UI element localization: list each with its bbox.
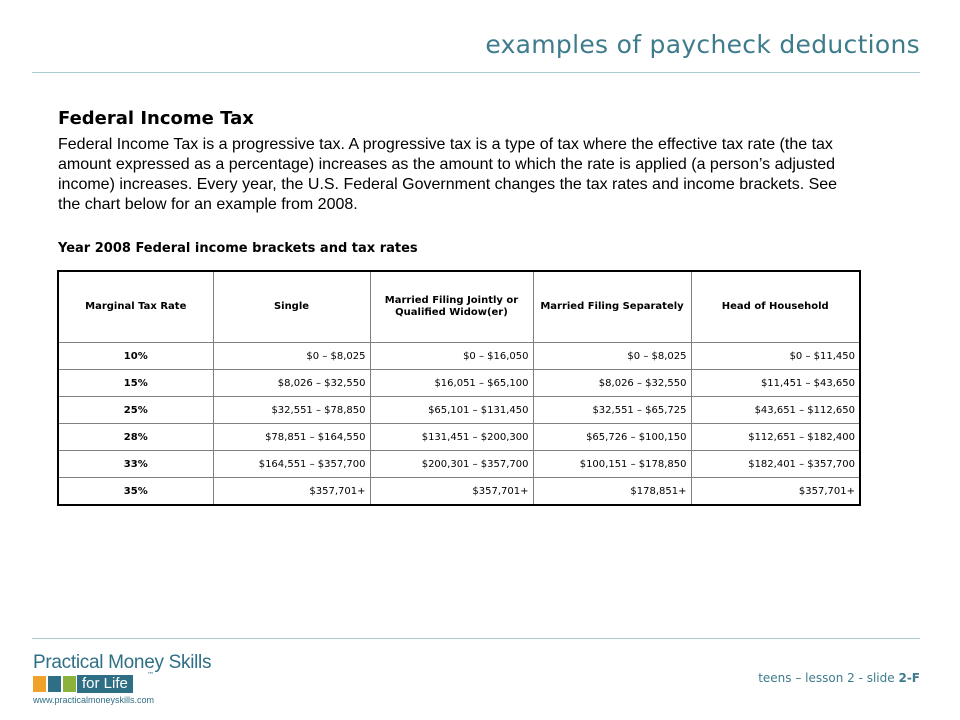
table-row bbox=[58, 397, 860, 424]
bracket-cell: $178,851+ bbox=[533, 478, 691, 506]
table-caption: Year 2008 Federal income brackets and tax rates bbox=[58, 241, 418, 256]
table-row bbox=[58, 451, 860, 478]
tax-rate-cell: 28% bbox=[58, 424, 213, 451]
logo-square bbox=[48, 676, 61, 692]
table-row bbox=[58, 424, 860, 451]
slide-title: examples of paycheck deductions bbox=[485, 30, 920, 59]
bracket-cell: $8,026 – $32,550 bbox=[213, 370, 370, 397]
bracket-cell: $112,651 – $182,400 bbox=[691, 424, 860, 451]
bracket-cell: $357,701+ bbox=[691, 478, 860, 506]
logo-square bbox=[63, 676, 76, 692]
tax-rate-cell: 15% bbox=[58, 370, 213, 397]
tax-rate-cell: 10% bbox=[58, 343, 213, 370]
bracket-cell: $43,651 – $112,650 bbox=[691, 397, 860, 424]
bracket-cell: $357,701+ bbox=[213, 478, 370, 506]
column-header: Head of Household bbox=[691, 271, 860, 343]
table-row bbox=[58, 370, 860, 397]
bracket-cell: $65,726 – $100,150 bbox=[533, 424, 691, 451]
bracket-cell: $0 – $8,025 bbox=[533, 343, 691, 370]
logo-color-squares bbox=[33, 676, 76, 692]
table-row bbox=[58, 478, 860, 506]
bracket-cell: $78,851 – $164,550 bbox=[213, 424, 370, 451]
bracket-cell: $32,551 – $78,850 bbox=[213, 397, 370, 424]
logo-url: www.practicalmoneyskills.com bbox=[33, 695, 155, 705]
slide-footer bbox=[758, 671, 920, 685]
bracket-cell: $8,026 – $32,550 bbox=[533, 370, 691, 397]
tax-rate-cell: 25% bbox=[58, 397, 213, 424]
bracket-cell: $164,551 – $357,700 bbox=[213, 451, 370, 478]
logo-title: Practical Money Skills bbox=[33, 652, 212, 673]
bracket-cell: $182,401 – $357,700 bbox=[691, 451, 860, 478]
bracket-cell: $11,451 – $43,650 bbox=[691, 370, 860, 397]
bracket-cell: $200,301 – $357,700 bbox=[370, 451, 533, 478]
tax-rate-cell: 33% bbox=[58, 451, 213, 478]
bracket-cell: $16,051 – $65,100 bbox=[370, 370, 533, 397]
header-divider bbox=[32, 72, 920, 73]
bracket-cell: $131,451 – $200,300 bbox=[370, 424, 533, 451]
column-header: Married Filing Separately bbox=[533, 271, 691, 343]
bracket-cell: $100,151 – $178,850 bbox=[533, 451, 691, 478]
bracket-cell: $357,701+ bbox=[370, 478, 533, 506]
table-row bbox=[58, 343, 860, 370]
table-header-row bbox=[58, 271, 860, 343]
logo-trademark: ™ bbox=[147, 671, 154, 679]
footer-slide-number: 2-F bbox=[898, 671, 920, 685]
bracket-cell: $0 – $8,025 bbox=[213, 343, 370, 370]
footer-lesson-label: teens – lesson 2 - slide bbox=[758, 671, 899, 685]
logo-square bbox=[33, 676, 46, 692]
tax-brackets-table bbox=[57, 270, 861, 506]
bracket-cell: $0 – $11,450 bbox=[691, 343, 860, 370]
column-header: Single bbox=[213, 271, 370, 343]
section-heading: Federal Income Tax bbox=[58, 108, 254, 129]
bracket-cell: $65,101 – $131,450 bbox=[370, 397, 533, 424]
bracket-cell: $0 – $16,050 bbox=[370, 343, 533, 370]
column-header: Married Filing Jointly or Qualified Widow(er) bbox=[370, 271, 533, 343]
column-header: Marginal Tax Rate bbox=[58, 271, 213, 343]
bracket-cell: $32,551 – $65,725 bbox=[533, 397, 691, 424]
tax-rate-cell: 35% bbox=[58, 478, 213, 506]
practical-money-skills-logo bbox=[33, 652, 223, 704]
footer-divider bbox=[32, 638, 920, 639]
logo-subtitle: for Life bbox=[77, 675, 133, 693]
section-body-text: Federal Income Tax is a progressive tax. A progressive tax is a type of tax where the effective tax rate (the tax amount expressed as a percentage) increases as the amount to which the rate is applied (a person’s adjusted income) increases. Every year, the U.S. Federal Government changes the tax rates and income brackets. See the chart below for an example from 2008. bbox=[58, 136, 838, 213]
